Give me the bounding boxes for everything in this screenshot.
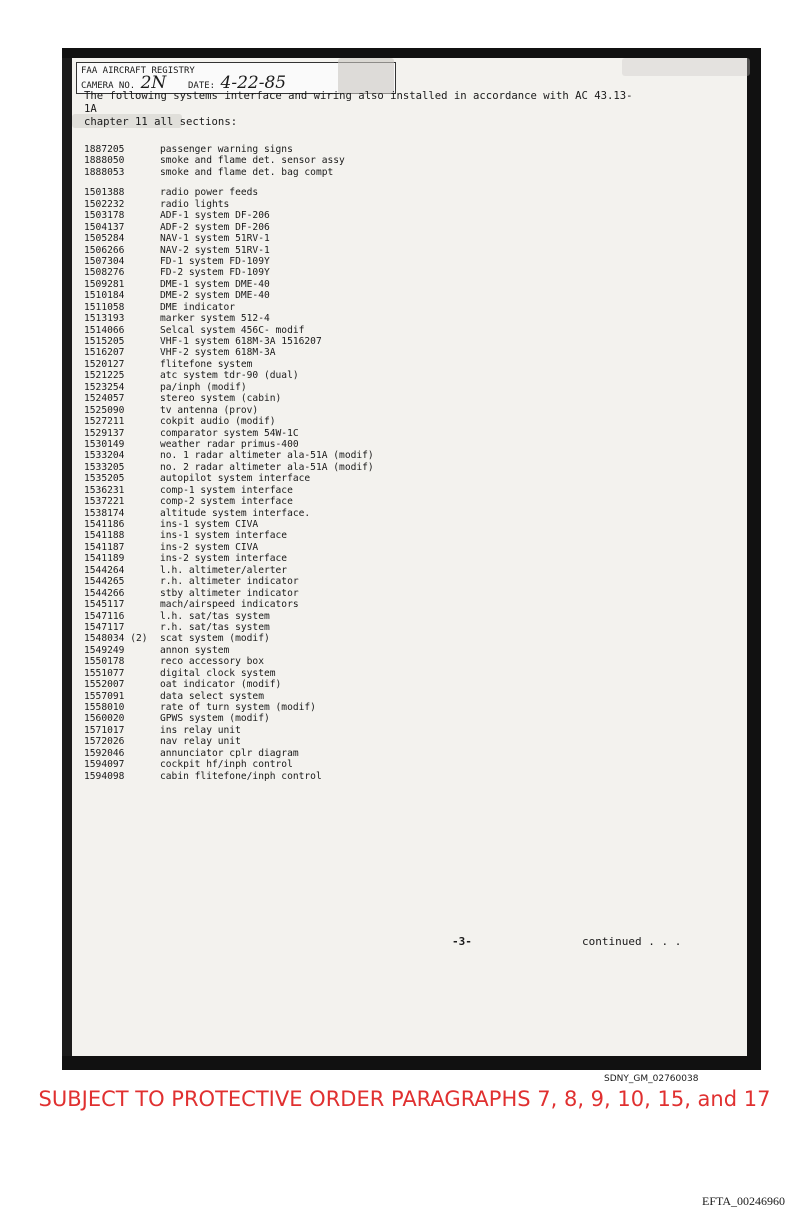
drawing-number: 1572026 [84, 736, 125, 748]
camera-label: CAMERA NO. [81, 81, 136, 91]
drawing-number: 1544265 [84, 576, 125, 588]
efta-number: EFTA_00246960 [702, 1194, 786, 1208]
drawing-number: 1536231 [84, 484, 125, 496]
drawing-number: 1544264 [84, 564, 125, 576]
list-item [84, 187, 604, 198]
drawing-number: 1552007 [84, 679, 125, 691]
list-item [84, 496, 604, 507]
system-description: data select system [160, 690, 264, 702]
system-description: FD-1 system FD-109Y [160, 255, 270, 267]
list-item [84, 416, 604, 427]
drawing-list [84, 144, 604, 782]
drawing-number: 1510184 [84, 290, 125, 302]
drawing-number: 1513193 [84, 313, 125, 325]
protective-order-notice: SUBJECT TO PROTECTIVE ORDER PARAGRAPHS 7, 8, 9, 10, 15, and 17 [38, 1087, 771, 1111]
system-description: digital clock system [160, 667, 276, 679]
system-description: pa/inph (modif) [160, 381, 247, 393]
system-description: ins-2 system interface [160, 553, 288, 565]
drawing-number: 1544266 [84, 587, 125, 599]
list-item [84, 553, 604, 564]
system-description: comp-2 system interface [160, 496, 293, 508]
list-item [84, 679, 604, 690]
drawing-number: 1501388 [84, 187, 125, 199]
list-item [84, 611, 604, 622]
system-description: nav relay unit [160, 736, 241, 748]
system-description: ins-1 system CIVA [160, 519, 259, 530]
list-item [84, 633, 604, 644]
system-description: altitude system interface. [160, 507, 311, 519]
list-item [84, 462, 604, 473]
list-item [84, 473, 604, 484]
drawing-number: 1537221 [84, 496, 125, 508]
system-description: Selcal system 456C- modif [160, 324, 305, 336]
list-item [84, 199, 604, 210]
drawing-number: 1530149 [84, 438, 125, 450]
drawing-number: 1509281 [84, 278, 125, 290]
system-description: marker system 512-4 [160, 313, 270, 325]
system-description: mach/airspeed indicators [160, 599, 299, 611]
system-description: oat indicator (modif) [160, 679, 282, 691]
list-item [84, 256, 604, 267]
list-item [84, 668, 604, 679]
list-item [84, 393, 604, 404]
drawing-number: 1511058 [84, 301, 125, 313]
drawing-number: 1549249 [84, 644, 125, 656]
drawing-number: 1558010 [84, 702, 125, 713]
system-description: reco accessory box [160, 656, 264, 668]
list-item [84, 167, 604, 178]
drawing-number: 1594098 [84, 770, 125, 782]
list-item [84, 233, 604, 244]
drawing-number: 1888050 [84, 155, 125, 167]
drawing-number: 1547117 [84, 621, 125, 633]
drawing-number: 1594097 [84, 759, 125, 771]
system-description: autopilot system interface [160, 473, 311, 485]
drawing-number: 1516207 [84, 347, 125, 359]
list-item [84, 302, 604, 313]
list-item [84, 736, 604, 747]
system-description: DME-2 system DME-40 [160, 290, 270, 302]
list-item [84, 336, 604, 347]
date-label: DATE: [188, 81, 216, 91]
system-description: annunciator cplr diagram [160, 747, 299, 759]
page-number: -3- [452, 935, 472, 948]
date-value: 4-22-85 [220, 73, 287, 93]
list-item [84, 450, 604, 461]
system-description: ADF-2 system DF-206 [160, 221, 270, 233]
system-description: ins relay unit [160, 724, 241, 736]
drawing-number: 1533205 [84, 461, 125, 473]
drawing-number: 1545117 [84, 599, 125, 611]
system-description: passenger warning signs [160, 144, 293, 155]
system-description: cabin flitefone/inph control [160, 770, 322, 782]
drawing-number: 1571017 [84, 724, 125, 736]
list-item [84, 656, 604, 667]
list-item [84, 645, 604, 656]
drawing-number: 1535205 [84, 473, 125, 485]
list-item [84, 370, 604, 381]
list-item [84, 622, 604, 633]
list-item [84, 325, 604, 336]
drawing-number: 1533204 [84, 450, 125, 462]
drawing-number: 1503178 [84, 210, 125, 222]
list-item [84, 702, 604, 713]
system-description: VHF-1 system 618M-3A 1516207 [160, 336, 322, 347]
system-description: tv antenna (prov) [160, 404, 259, 416]
drawing-number: 1541189 [84, 553, 125, 565]
system-description: radio power feeds [160, 187, 259, 199]
system-description: NAV-1 system 51RV-1 [160, 233, 270, 245]
system-description: smoke and flame det. bag compt [160, 166, 334, 178]
system-description: FD-2 system FD-109Y [160, 267, 270, 279]
drawing-number: 1520127 [84, 358, 125, 370]
system-description: annon system [160, 644, 230, 656]
list-item [84, 588, 604, 599]
list-item [84, 530, 604, 541]
list-item [84, 759, 604, 770]
system-description: r.h. altimeter indicator [160, 576, 299, 588]
list-item [84, 210, 604, 221]
list-item [84, 144, 604, 155]
list-item [84, 347, 604, 358]
list-item [84, 245, 604, 256]
drawing-number: 1560020 [84, 713, 125, 725]
list-item [84, 542, 604, 553]
drawing-number: 1541187 [84, 541, 125, 553]
list-item [84, 359, 604, 370]
list-item [84, 279, 604, 290]
system-description: l.h. sat/tas system [160, 610, 270, 622]
drawing-number: 1538174 [84, 507, 125, 519]
continued-label: continued . . . [582, 935, 682, 948]
drawing-number: 1529137 [84, 427, 125, 439]
list-item [84, 267, 604, 278]
system-description: rate of turn system (modif) [160, 702, 316, 713]
system-description: DME indicator [160, 301, 236, 313]
list-item [84, 313, 604, 324]
list-item [84, 155, 604, 166]
drawing-number: 1557091 [84, 690, 125, 702]
drawing-number: 1547116 [84, 610, 125, 622]
system-description: DME-1 system DME-40 [160, 278, 270, 290]
drawing-number: 1550178 [84, 656, 125, 668]
bates-number: SDNY_GM_02760038 [604, 1074, 699, 1084]
list-item [84, 382, 604, 393]
drawing-number: 1527211 [84, 416, 125, 428]
list-item [84, 439, 604, 450]
system-description: ins-2 system CIVA [160, 541, 259, 553]
drawing-number: 1504137 [84, 221, 125, 233]
list-item [84, 725, 604, 736]
system-description: comparator system 54W-1C [160, 427, 299, 439]
system-description: ADF-1 system DF-206 [160, 210, 270, 222]
system-description: radio lights [160, 198, 230, 210]
system-description: comp-1 system interface [160, 484, 293, 496]
system-description: scat system (modif) [160, 633, 270, 645]
drawing-number: 1515205 [84, 336, 125, 347]
intro-paragraph: The following systems interface and wiring also installed in accordance with AC 43.13-1A chapter 11 all sections: [84, 90, 633, 128]
list-item [84, 405, 604, 416]
list-item [84, 428, 604, 439]
list-item [84, 290, 604, 301]
system-description: no. 1 radar altimeter ala-51A (modif) [160, 450, 374, 462]
list-item [84, 713, 604, 724]
drawing-number: 1502232 [84, 198, 125, 210]
drawing-number: 1506266 [84, 244, 125, 256]
list-item [84, 222, 604, 233]
scan-smudge [338, 58, 394, 94]
drawing-number: 1521225 [84, 370, 125, 382]
drawing-number: 1508276 [84, 267, 125, 279]
system-description: no. 2 radar altimeter ala-51A (modif) [160, 461, 374, 473]
drawing-number: 1592046 [84, 747, 125, 759]
system-description: l.h. altimeter/alerter [160, 564, 288, 576]
list-item [84, 691, 604, 702]
list-item [84, 771, 604, 782]
camera-value: 2N [140, 73, 167, 93]
drawing-number: 1887205 [84, 144, 125, 155]
stamp-title: FAA AIRCRAFT REGISTRY [81, 66, 195, 76]
drawing-number: 1541188 [84, 530, 125, 542]
system-description: smoke and flame det. sensor assy [160, 155, 345, 167]
list-item [84, 519, 604, 530]
list-item [84, 565, 604, 576]
scan-top-border [62, 48, 747, 58]
drawing-number: 1505284 [84, 233, 125, 245]
drawing-number: 1541186 [84, 519, 125, 530]
system-description: stereo system (cabin) [160, 393, 282, 405]
scan-smudge [622, 58, 750, 76]
system-description: cokpit audio (modif) [160, 416, 276, 428]
system-description: weather radar primus-400 [160, 438, 299, 450]
system-description: cockpit hf/inph control [160, 759, 293, 771]
drawing-number: 1514066 [84, 324, 125, 336]
drawing-number: 1507304 [84, 255, 125, 267]
system-description: r.h. sat/tas system [160, 621, 270, 633]
system-description: NAV-2 system 51RV-1 [160, 244, 270, 256]
drawing-number: 1523254 [84, 381, 125, 393]
drawing-number: 1525090 [84, 404, 125, 416]
system-description: stby altimeter indicator [160, 587, 299, 599]
system-description: VHF-2 system 618M-3A [160, 347, 276, 359]
drawing-number: 1524057 [84, 393, 125, 405]
list-item [84, 508, 604, 519]
list-item [84, 576, 604, 587]
system-description: flitefone system [160, 358, 253, 370]
list-item [84, 485, 604, 496]
drawing-number: 1548034 (2) [84, 633, 148, 645]
system-description: ins-1 system interface [160, 530, 288, 542]
system-description: atc system tdr-90 (dual) [160, 370, 299, 382]
drawing-number: 1888053 [84, 166, 125, 178]
list-item [84, 599, 604, 610]
system-description: GPWS system (modif) [160, 713, 270, 725]
drawing-number: 1551077 [84, 667, 125, 679]
list-item [84, 748, 604, 759]
